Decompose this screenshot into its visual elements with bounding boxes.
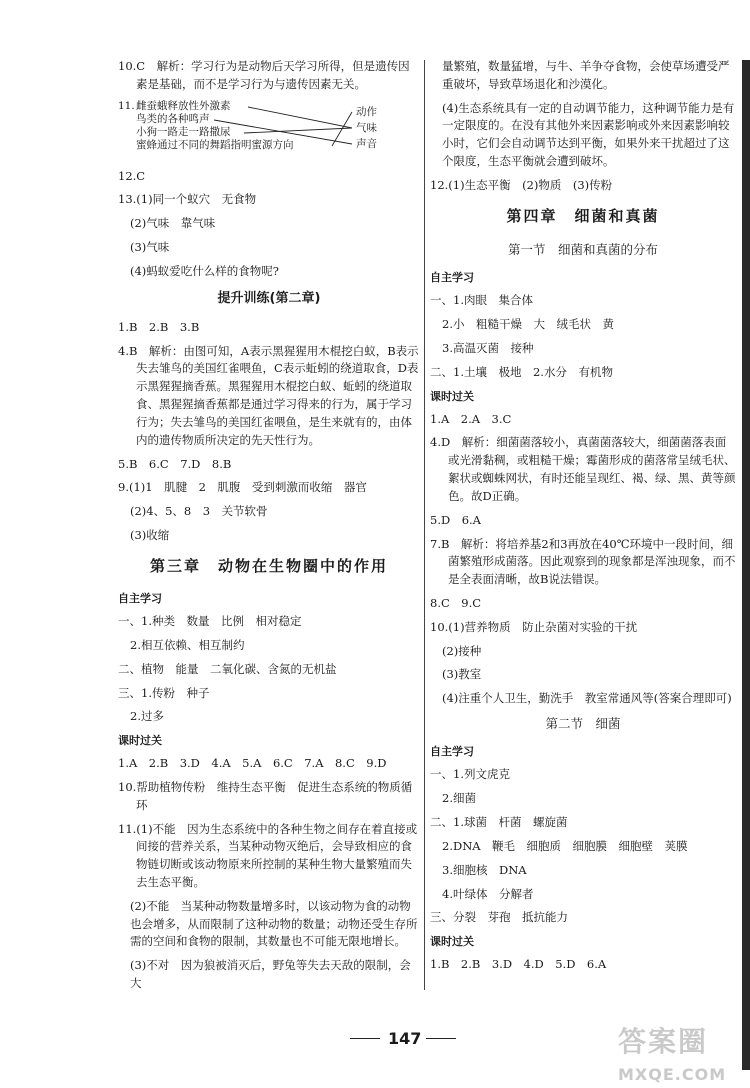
match-left-2: 鸟类的各种鸣声	[136, 112, 210, 125]
page-number-rule-right	[426, 1038, 456, 1039]
b-answer-10-4: (4)注重个人卫生，勤洗手 教室常通风等(答案合理即可)	[442, 691, 732, 706]
page-edge-bar	[742, 60, 750, 1070]
section-title-2: 第二节 细菌	[545, 716, 621, 732]
answer-9-1: 9.(1)1 肌腱 2 肌腹 受到刺激而收缩 器官	[118, 480, 367, 495]
b-answer-10-3: (3)教室	[442, 667, 482, 682]
column-divider	[424, 60, 425, 990]
q11-number: 11.	[118, 99, 135, 112]
match-right-3: 声音	[356, 137, 377, 150]
watermark-logo	[618, 1020, 726, 1088]
b-answer-10-1: 10.(1)营养物质 防止杂菌对实验的干扰	[430, 619, 638, 634]
right-column	[430, 58, 736, 980]
answer-q12: 12.C	[118, 168, 146, 183]
k-answer-10: 10.帮助植物传粉 维持生态平衡 促进生态系统的物质循环	[118, 779, 413, 812]
label-lesson-check: 课时过关	[118, 734, 162, 748]
b-answers-8-9: 8.C 9.C	[430, 595, 482, 610]
match-left-3: 小狗一路走一路撒尿	[136, 125, 231, 138]
b-answer-7: 7.B 解析：将培养基2和3再放在40℃环境中一段时间，细菌繁殖形成菌落。因此观察到的现象都是浑浊现象，而不是全表面清晰，故B说法错误。	[430, 536, 736, 587]
page-number-rule-left	[350, 1038, 380, 1039]
section-title-training: 提升训练(第二章)	[217, 290, 321, 306]
b-answer-4: 4.D 解析：细菌菌落较小，真菌菌落较大，细菌菌落表面或光滑黏稠，或粗糙干燥；霉菌形成的菌落常呈绒毛状、絮状或蜘蛛网状，有时还能呈现红、褐、绿、黑、黄等颜色。故D正确。	[430, 435, 736, 503]
c-item-2: 2.细菌	[442, 791, 476, 806]
c-item-5: 3.细胞核 DNA	[442, 862, 527, 877]
label-self-study-3: 自主学习	[430, 745, 474, 759]
matching-answer-q11	[118, 100, 420, 162]
c3-item-3: 二、植物 能量 二氧化碳、含氮的无机盐	[118, 661, 337, 676]
answer-12: 12.(1)生态平衡 (2)物质 (3)传粉	[430, 177, 613, 192]
b-answers-5-6: 5.D 6.A	[430, 512, 481, 527]
label-lesson-check-3: 课时过关	[430, 935, 474, 949]
chapter-title-4: 第四章 细菌和真菌	[506, 206, 660, 225]
cont-11-4: (4)生态系统具有一定的自动调节能力，这种调节能力是有一定限度的。在没有其他外来因素影响或外来因素影响较小时，它们会自动调节达到平衡，如果外来干扰超过了这个限度，生态平衡就会遭到破坏。	[442, 100, 735, 169]
c-item-6: 4.叶绿体 分解者	[442, 886, 534, 901]
section-title-1: 第一节 细菌和真菌的分布	[507, 241, 658, 257]
chapter-title-3: 第三章 动物在生物圈中的作用	[149, 556, 388, 575]
answer-4-explanation: 4.B 解析：由图可知，A表示黑猩猩用木棍挖白蚁，B表示失去雏鸟的美国红雀喂鱼，C表示蚯蚓的绕道取食，D表示黑猩猩摘香蕉。黑猩猩用木棍挖白蚁、蚯蚓的绕道取食、黑猩猩摘香蕉都是通过学习得来的行为，属于学习行为；失去雏鸟的美国红雀喂鱼，是生来就有的，由体内的遗传物质所决定的先天性行为。	[118, 343, 419, 447]
page-number: 147	[388, 1029, 422, 1048]
answer-q13-2: (2)气味 靠气味	[130, 216, 216, 231]
label-self-study: 自主学习	[118, 592, 162, 606]
k-answer-11-2: (2)不能 当某种动物数量增多时，以该动物为食的动物也会增多，从而限制了这种动物的数量；动物还受生存所需的空间和食物的限制，其数量也不可能无限地增长。	[130, 898, 418, 949]
a-item-3: 3.高温灭菌 接种	[442, 340, 534, 355]
a-item-1: 一、1.肉眼 集合体	[430, 293, 533, 308]
c-item-1: 一、1.列文虎克	[430, 767, 510, 782]
answer-9-2: (2)4、5、8 3 关节软骨	[130, 504, 268, 519]
c-item-3: 二、1.球菌 杆菌 螺旋菌	[430, 815, 568, 830]
k-answer-11-3: (3)不对 因为狼被消灭后，野兔等失去天敌的限制，会大	[130, 958, 411, 991]
answers-1-3: 1.B 2.B 3.B	[118, 319, 200, 334]
b-answers-1-3: 1.A 2.A 3.C	[430, 411, 512, 426]
answer-9-3: (3)收缩	[130, 527, 170, 542]
answer-q13-3: (3)气味	[130, 240, 170, 255]
k-answer-11-1: 11.(1)不能 因为生态系统中的各种生物之间存在着直接或间接的营养关系，当某种动物灭绝后，会导致相应的食物链切断或该动物原来所控制的某种生物大量繁殖而失去生态平衡。	[118, 821, 418, 890]
answer-q10: 10.C 解析：学习行为是动物后天学习所得，但是遗传因素是基础，而不是学习行为与遗传因素无关。	[118, 59, 410, 91]
answer-q13-4: (4)蚂蚁爱吃什么样的食物呢?	[130, 263, 279, 278]
c3-item-5: 2.过多	[130, 709, 164, 724]
c3-item-4: 三、1.传粉 种子	[118, 685, 210, 700]
c3-item-1: 一、1.种类 数量 比例 相对稳定	[118, 614, 302, 629]
match-right-1: 动作	[356, 105, 377, 118]
c3-item-2: 2.相互依赖、相互制约	[130, 637, 245, 652]
d-answers-1-6: 1.B 2.B 3.D 4.D 5.D 6.A	[430, 957, 607, 972]
k-answers-1-9: 1.A 2.B 3.D 4.A 5.A 6.C 7.A 8.C 9.D	[118, 756, 387, 771]
matching-lines	[118, 100, 358, 160]
match-right-2: 气味	[356, 121, 377, 134]
a-item-4: 二、1.土壤 极地 2.水分 有机物	[430, 364, 613, 379]
watermark-line-1: 答案圈	[618, 1025, 709, 1058]
cont-11-3: 量繁殖，数量猛增，与牛、羊争夺食物，会使草场遭受严重破坏，导致草场退化和沙漠化。	[442, 59, 730, 91]
c-item-7: 三、分裂 芽孢 抵抗能力	[430, 910, 568, 925]
label-lesson-check-2: 课时过关	[430, 389, 474, 403]
match-left-4: 蜜蜂通过不同的舞蹈指明蜜源方向	[136, 138, 294, 151]
b-answer-10-2: (2)接种	[442, 643, 482, 658]
label-self-study-2: 自主学习	[430, 271, 474, 285]
watermark-line-2: MXQE.COM	[618, 1065, 727, 1085]
match-left-1: 雌蚕蛾释放性外激素	[136, 99, 231, 112]
answers-5-8: 5.B 6.C 7.D 8.B	[118, 456, 232, 471]
c-item-4: 2.DNA 鞭毛 细胞质 细胞膜 细胞壁 荚膜	[442, 838, 688, 853]
answer-q13-1: 13.(1)同一个蚁穴 无食物	[118, 192, 257, 207]
left-column	[118, 58, 420, 999]
a-item-2: 2.小 粗糙干燥 大 绒毛状 黄	[442, 317, 614, 332]
